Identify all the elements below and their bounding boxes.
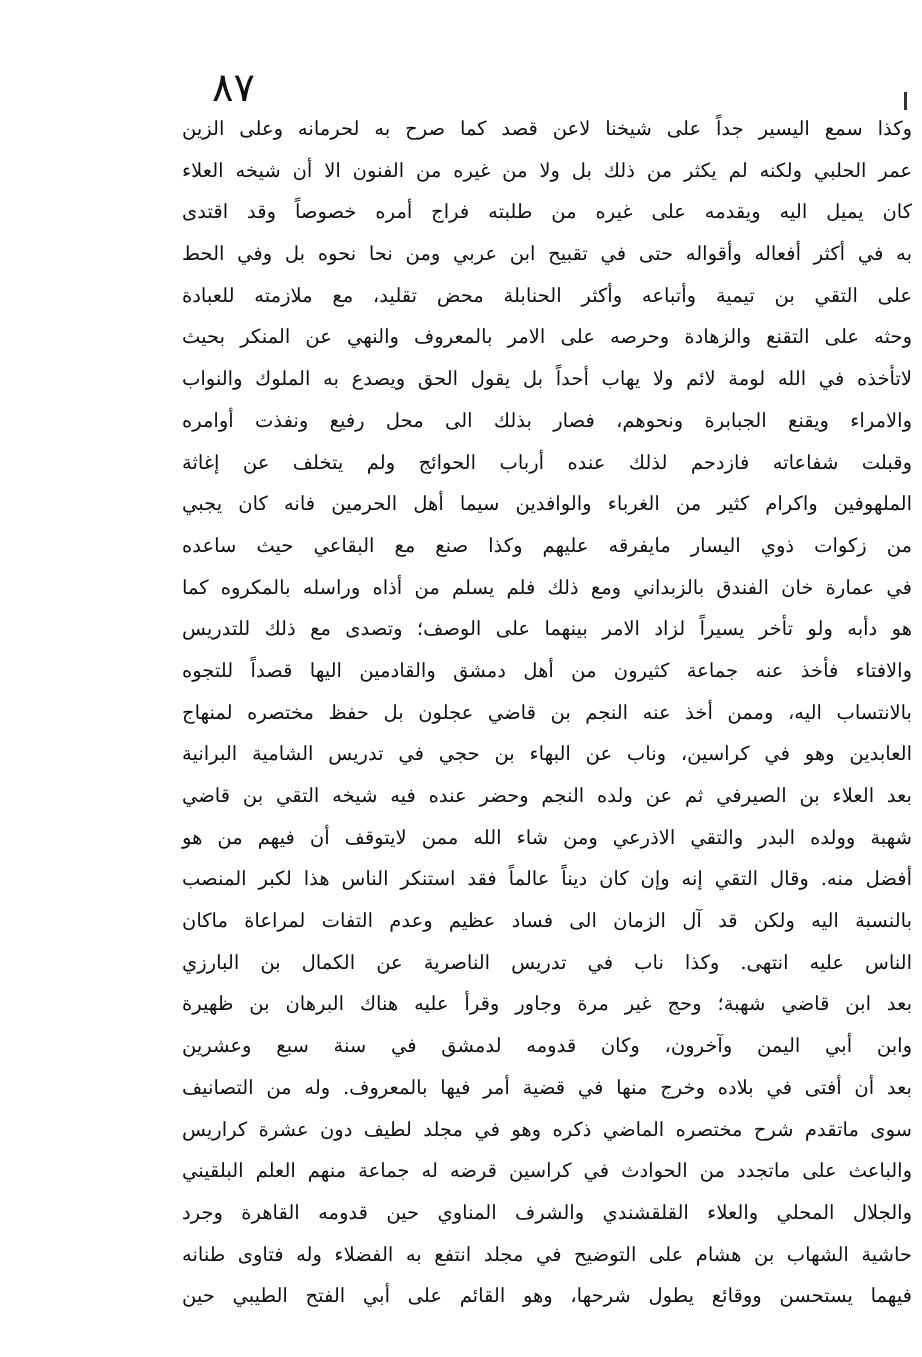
- page-number: ٨٧: [212, 65, 255, 111]
- text-line: عمر الحلبي ولكنه لم يكثر من ذلك بل ولا من غيره من الفنون الا أن شيخه العلاء: [182, 158, 912, 182]
- text-line: به في أكثر أفعاله وأقواله حتى في تقبيح ابن عربي ومن نحا نحوه بل وفي الحط: [182, 242, 912, 266]
- text-line: وكذا سمع اليسير جداً على شيخنا لاعن قصد كما صرح به لحرمانه وعلى الزين: [182, 117, 912, 140]
- text-line: والامراء ويقنع الجبابرة ونحوهم، فصار بذلك الى محل رفيع ونفذت أوامره: [182, 408, 912, 432]
- text-line: العابدين وهو في كراسين، وناب عن البهاء بن حجي في تدريس الشامية البرانية: [182, 742, 912, 766]
- text-line: هو دأبه ولو تأخر يسيراً لزاد الامر بينهما على الوصف؛ وتصدى مع ذلك للتدريس: [182, 617, 912, 641]
- text-line: كان يميل اليه ويقدمه على غيره من طلبته فراج أمره خصوصاً وقد اقتدى: [182, 200, 912, 224]
- text-line: فيهما يستحسن ووقائع يطول شرحها، وهو القائم على أبي الفتح الطيبي حين: [182, 1284, 912, 1308]
- text-line: الناس عليه انتهى. وكذا ناب في تدريس الناصرية عن الكمال بن البارزي: [182, 950, 912, 974]
- text-line: والافتاء فأخذ عنه جماعة كثيرون من أهل دمشق والقادمين اليها قصداً للتجوه: [182, 658, 912, 682]
- text-line: الملهوفين واكرام كثير من الغرباء والوافدين سيما أهل الحرمين فانه كان يجبي: [182, 492, 912, 516]
- text-line: أفضل منه. وقال التقي إنه وإن كان ديناً عالماً فقد استنكر الناس هذا لكبر المنصب: [182, 867, 912, 891]
- text-line: بالنسبة اليه ولكن قد آل الزمان الى فساد عظيم وعدم التفات لمراعاة ماكان: [182, 909, 912, 933]
- text-line: في عمارة خان الفندق بالزبداني ومع ذلك فلم يسلم من أذاه وراسله بالمكروه كما: [182, 575, 912, 599]
- text-line: شهبة وولده البدر والتقي الاذرعي ومن شاء الله ممن لايتوقف أن فيهم من هو: [182, 825, 912, 849]
- text-line: وابن أبي اليمن وآخرون، وكان قدومه لدمشق في سنة سبع وعشرين: [182, 1034, 912, 1058]
- text-line: والجلال المحلي والعلاء القلقشندي والشرف المناوي حين قدومه القاهرة وجرد: [182, 1200, 912, 1224]
- text-line: بعد أن أفتى في بلاده وخرج منها في قضية أمر فيها بالمعروف. وله من التصانيف: [182, 1075, 912, 1099]
- text-line: سوى ماتقدم شرح مختصره الماضي ذكره وهو في مجلد لطيف دون عشرة كراريس: [182, 1117, 912, 1141]
- text-line: حاشية الشهاب بن هشام على التوضيح في مجلد انتفع به الفضلاء وله فتاوى طنانه: [182, 1242, 912, 1266]
- text-line: وقبلت شفاعاته فازدحم لذلك عنده أرباب الحوائج ولم يتخلف عن إغاثة: [182, 450, 912, 474]
- text-line: بالانتساب اليه، وممن أخذ عنه النجم بن قاضي عجلون بل حفظ مختصره لمنهاج: [182, 700, 912, 724]
- text-line: والباعث على ماتجدد من الحوادث في كراسين قرضه له جماعة منهم العلم البلقيني: [182, 1159, 912, 1183]
- text-line: لاتأخذه في الله لومة لائم ولا يهاب أحداً بل يقول الحق ويصدع به الملوك والنواب: [182, 367, 912, 391]
- body-text: [182, 108, 912, 1317]
- text-line: بعد ابن قاضي شهبة؛ وحج غير مرة وجاور وقرأ عليه هناك البرهان بن ظهيرة: [182, 992, 912, 1016]
- text-line: بعد العلاء بن الصيرفي ثم عن ولده النجم وحضر عنده فيه شيخه التقي بن قاضي: [182, 784, 912, 807]
- text-line: وحثه على التقنع والزهادة وحرصه على الامر بالمعروف والنهي عن المنكر بحيث: [182, 325, 912, 349]
- text-line: من زكوات ذوي اليسار مايفرقه عليهم وكذا صنع مع البقاعي حيث ساعده: [182, 533, 912, 557]
- text-line: على التقي بن تيمية وأتباعه وأكثر الحنابلة محض تقليد، مع ملازمته للعبادة: [182, 283, 912, 307]
